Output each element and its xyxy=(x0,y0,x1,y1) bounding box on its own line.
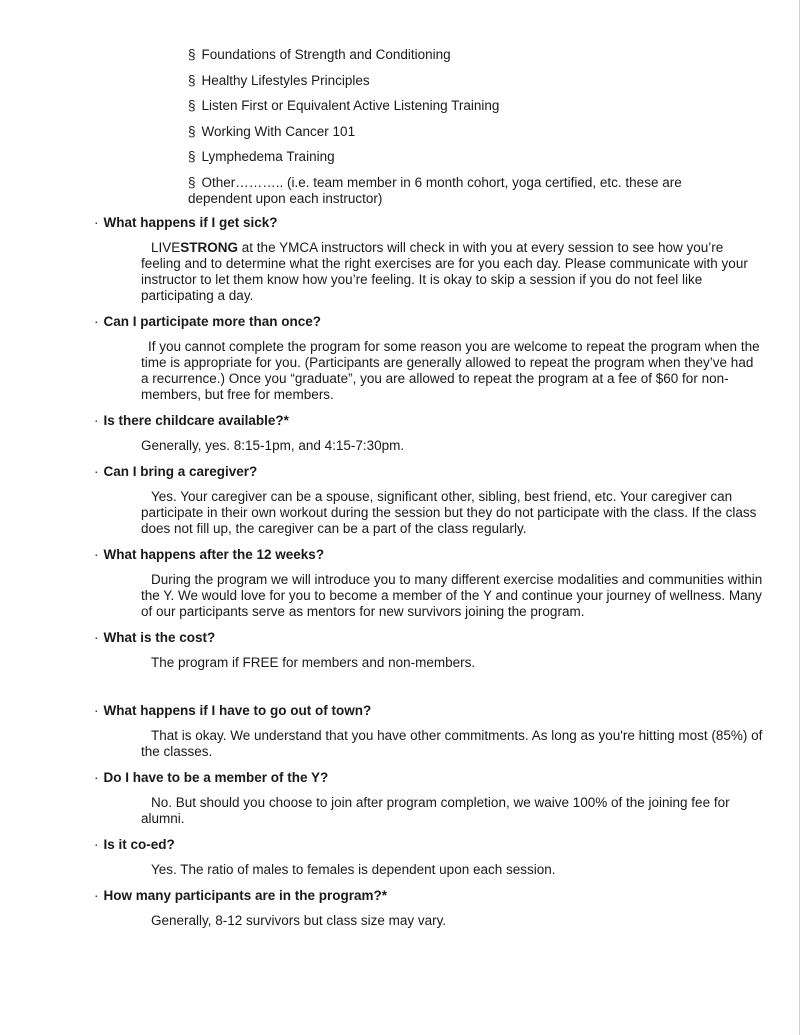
answer-text: Generally, yes. 8:15-1pm, and 4:15-7:30pm. xyxy=(141,438,405,453)
question-text: Is it co-ed? xyxy=(103,837,175,852)
faq-question xyxy=(94,888,764,904)
credential-text: Lymphedema Training xyxy=(201,149,335,164)
bullet-dot: · xyxy=(94,547,99,562)
credential-item xyxy=(188,175,708,207)
question-text: How many participants are in the program?* xyxy=(103,888,388,903)
faq-answer xyxy=(141,655,764,671)
credential-item xyxy=(188,98,708,114)
faq-answer xyxy=(141,240,764,304)
faq-answer xyxy=(141,489,764,537)
credential-text: Foundations of Strength and Conditioning xyxy=(201,47,451,62)
faq-question xyxy=(94,413,764,429)
credential-text: Other……….. (i.e. team member in 6 month cohort, yoga certified, etc. these are dependent upon each instructor) xyxy=(188,174,682,206)
section-sign-bullet: § xyxy=(188,174,196,190)
credential-text: Healthy Lifestyles Principles xyxy=(201,72,370,88)
bullet-dot: · xyxy=(94,770,99,785)
answer-strong: STRONG xyxy=(180,240,239,255)
question-text: What happens if I have to go out of town? xyxy=(103,703,372,718)
faq-question xyxy=(94,464,764,480)
credential-item xyxy=(188,124,708,140)
bullet-dot: · xyxy=(94,215,99,230)
answer-text: During the program we will introduce you to many different exercise modalities and communities within the Y. We would love for you to become a member of the Y and continue your journey of wellness. Many of our participants serve as mentors for new survivors joining the program. xyxy=(141,572,763,619)
credential-item xyxy=(188,149,708,165)
faq-answer xyxy=(141,862,764,878)
question-text: What is the cost? xyxy=(103,630,216,645)
credential-text: Working With Cancer 101 xyxy=(201,123,356,139)
answer-text: Yes. Your caregiver can be a spouse, significant other, sibling, best friend, etc. Your caregiver can participate in their own workout during the session but they do not participate with the class. If the class does not fill up, the caregiver can be a part of the class regularly. xyxy=(141,489,757,536)
credential-text: Listen First or Equivalent Active Listening Training xyxy=(201,98,500,113)
faq-answer xyxy=(141,795,764,827)
bullet-dot: · xyxy=(94,888,99,903)
answer-text: The program if FREE for members and non-members. xyxy=(151,655,476,670)
faq-answer xyxy=(141,913,764,929)
faq-section xyxy=(94,215,764,939)
answer-text: Generally, 8-12 survivors but class size may vary. xyxy=(151,913,447,928)
answer-text: at the YMCA instructors will check in with you at every session to see how you’re feeling and to determine what the right exercises are for you each day. Please communicate with your instructor to let them know how you’re feeling. It is okay to skip a session if you do not feel like participating a day. xyxy=(141,240,748,303)
faq-answer xyxy=(141,438,764,454)
credential-item xyxy=(188,47,708,63)
question-text: Can I bring a caregiver? xyxy=(103,464,258,479)
faq-answer xyxy=(141,339,764,403)
answer-text: Yes. The ratio of males to females is dependent upon each session. xyxy=(151,862,556,877)
section-sign-bullet: § xyxy=(188,47,196,62)
bullet-dot: · xyxy=(94,413,99,428)
answer-prefix: LIVE xyxy=(151,240,181,255)
faq-answer xyxy=(141,728,764,760)
question-text: Can I participate more than once? xyxy=(103,314,322,329)
question-text: What happens if I get sick? xyxy=(103,215,278,230)
faq-question xyxy=(94,314,764,330)
answer-text: If you cannot complete the program for some reason you are welcome to repeat the program when the time is appropriate for you. (Participants are generally allowed to repeat the program when they’ve had a recurrence.) Once you “graduate”, you are allowed to repeat the program at a fee of $60 for non-members, but free for members. xyxy=(141,339,760,402)
faq-question xyxy=(94,547,764,563)
section-sign-bullet: § xyxy=(188,123,196,139)
bullet-dot: · xyxy=(94,630,99,645)
bullet-dot: · xyxy=(94,314,99,329)
bullet-dot: · xyxy=(94,464,99,479)
question-text: Is there childcare available?* xyxy=(103,413,289,428)
faq-question xyxy=(94,703,764,719)
section-sign-bullet: § xyxy=(188,98,196,113)
faq-question xyxy=(94,215,764,231)
bullet-dot: · xyxy=(94,837,99,852)
answer-text: No. But should you choose to join after program completion, we waive 100% of the joining fee for alumni. xyxy=(141,795,730,826)
section-sign-bullet: § xyxy=(188,72,196,88)
instructor-credentials-list xyxy=(188,47,708,216)
faq-question xyxy=(94,837,764,853)
bullet-dot: · xyxy=(94,703,99,718)
faq-question xyxy=(94,630,764,646)
credential-item xyxy=(188,73,708,89)
question-text: What happens after the 12 weeks? xyxy=(103,547,325,562)
faq-answer xyxy=(141,572,764,620)
section-sign-bullet: § xyxy=(188,149,196,164)
answer-text: That is okay. We understand that you have other commitments. As long as you're hitting most (85%) of the classes. xyxy=(141,728,763,759)
question-text: Do I have to be a member of the Y? xyxy=(103,770,329,785)
faq-question xyxy=(94,770,764,786)
